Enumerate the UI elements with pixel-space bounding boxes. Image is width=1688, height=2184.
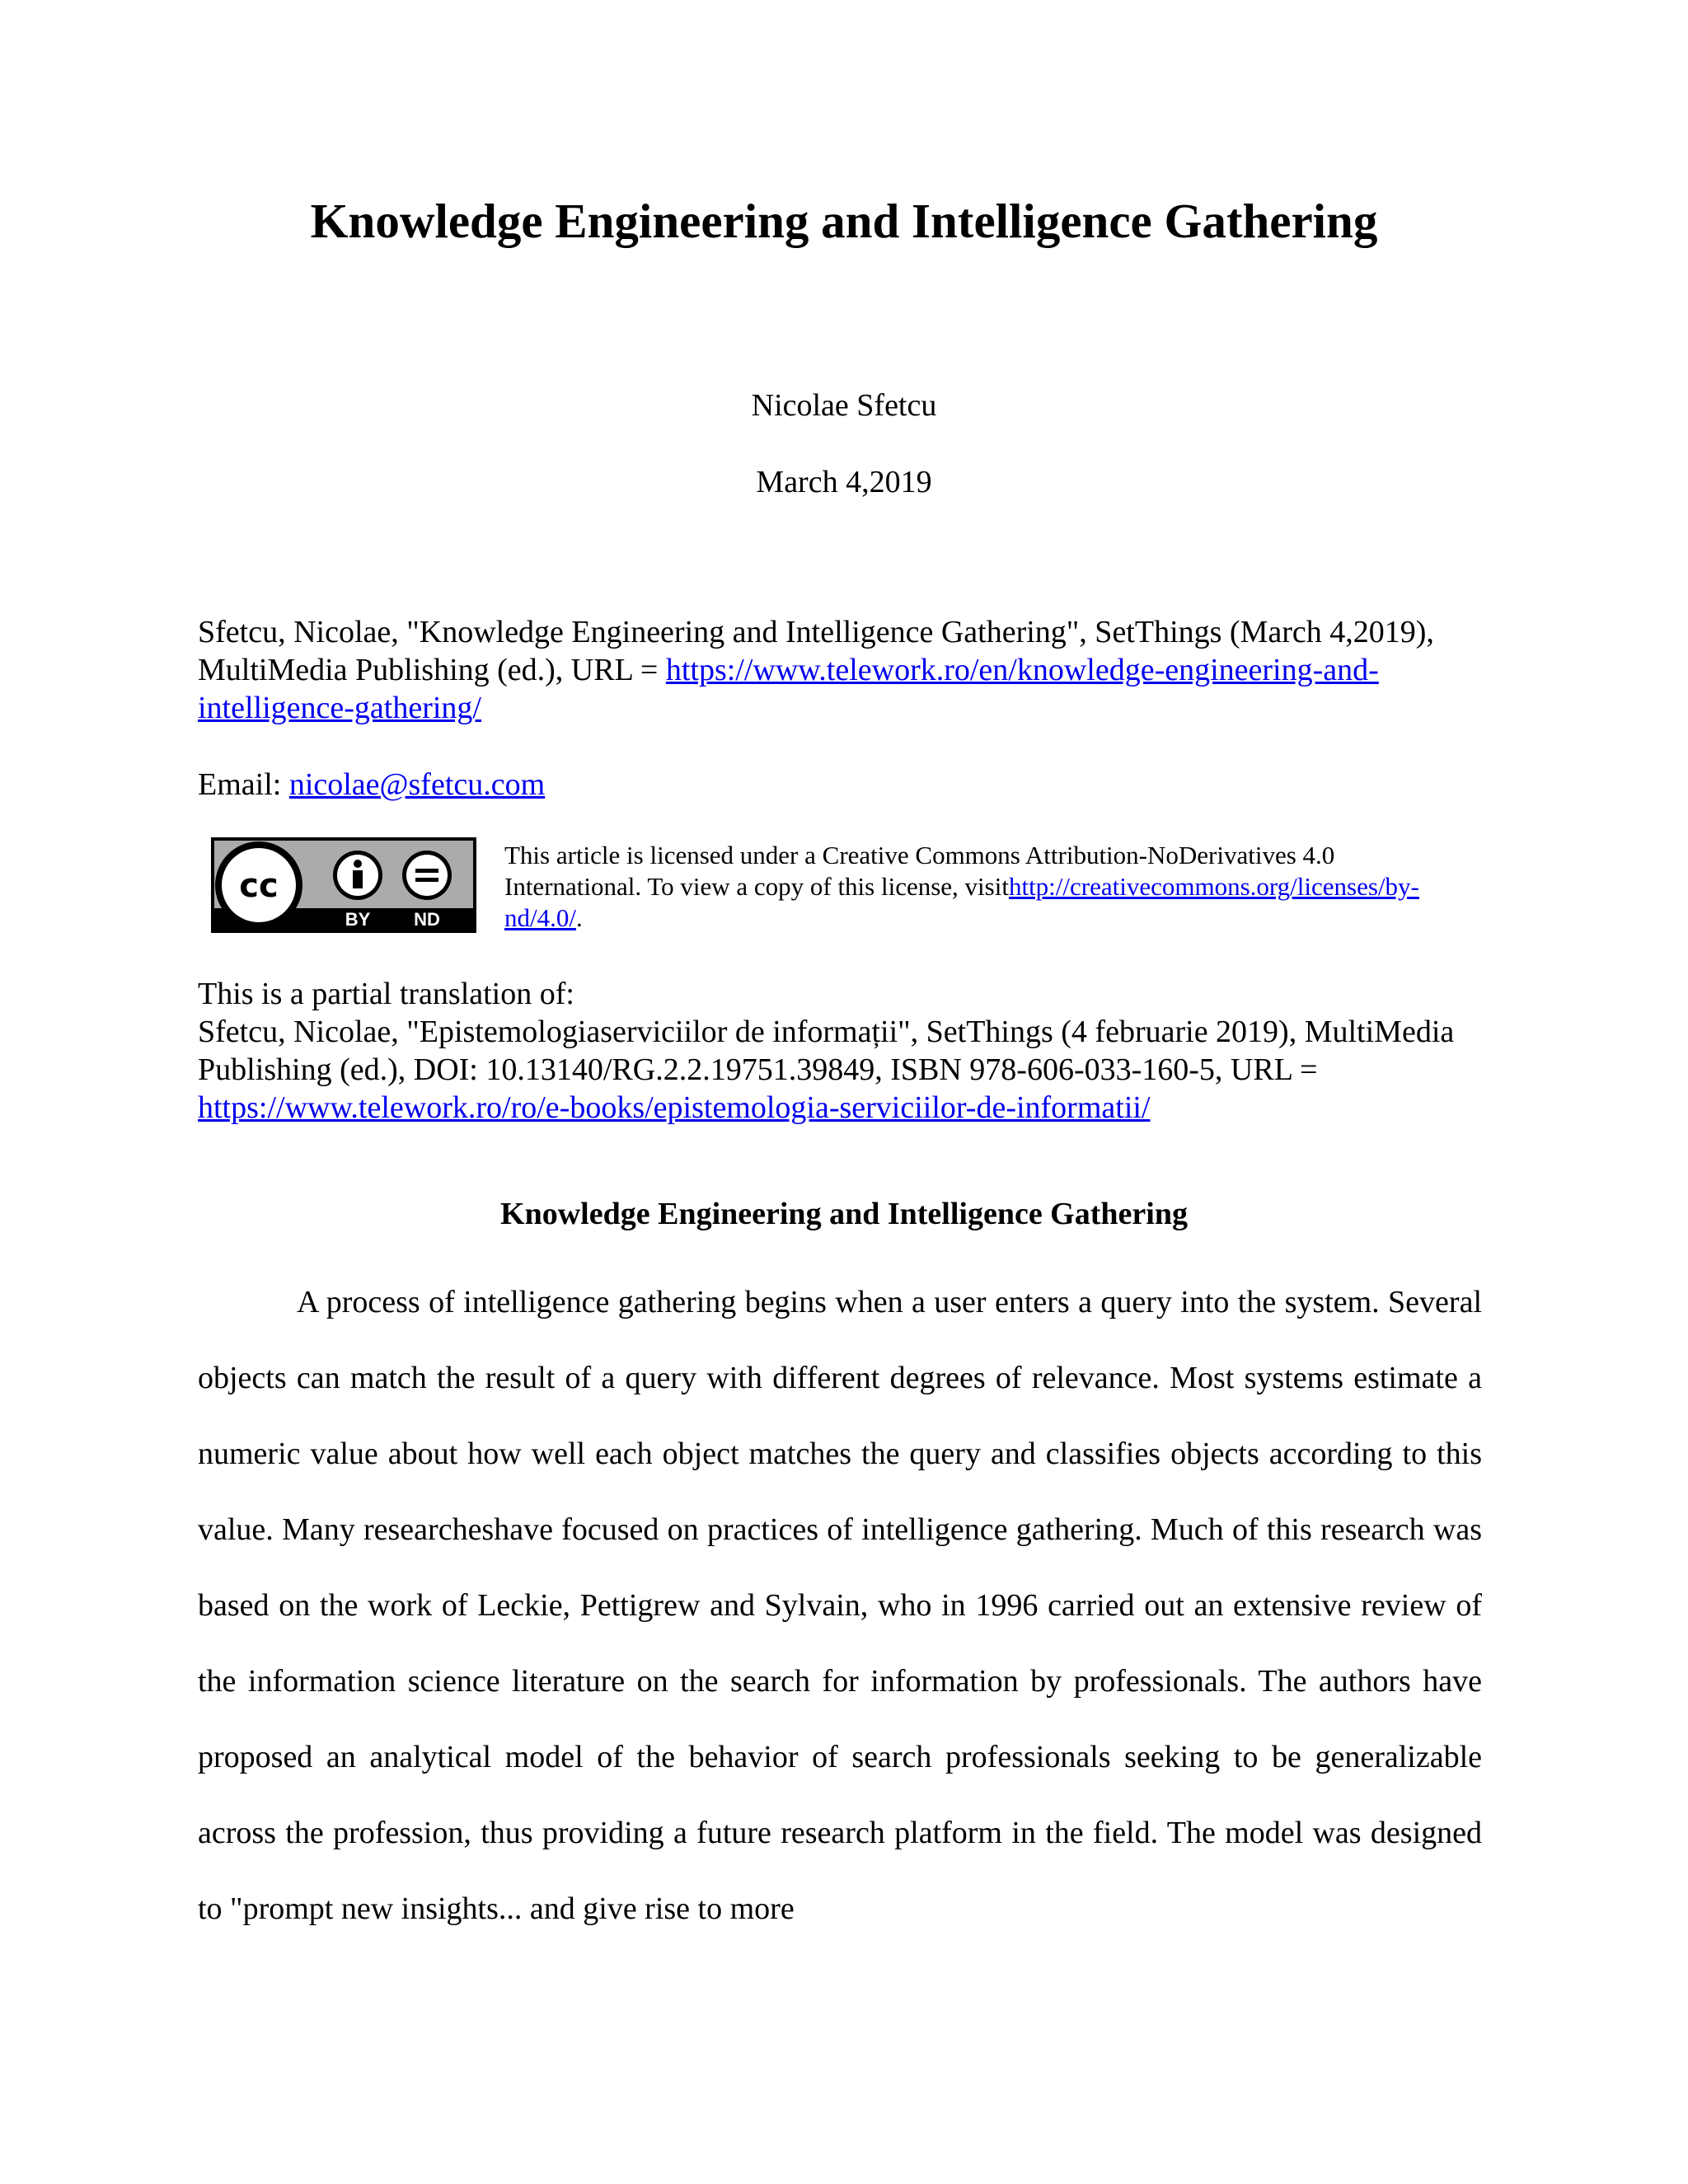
section-heading: Knowledge Engineering and Intelligence Gathering (500, 1197, 1188, 1231)
email-link[interactable]: nicolae@sfetcu.com (288, 767, 546, 802)
license-end: . (575, 903, 583, 932)
publication-date: March 4,2019 (756, 465, 932, 499)
license-notice (504, 840, 1452, 934)
translation-note (198, 975, 1533, 1127)
svg-text:cc: cc (239, 867, 279, 905)
badge-nd-label: ND (414, 909, 440, 930)
citation-link[interactable]: https://www.telework.ro/en/knowledge-engineering-and-intelligence-gathering/ (198, 653, 1379, 725)
license-text: This article is licensed under a Creative Commons Attribution-NoDerivatives 4.0 International. To view a copy of this license, visit (504, 841, 1335, 901)
badge-by-label: BY (345, 909, 371, 930)
translation-intro: This is a partial translation of: (198, 977, 574, 1011)
email-line (198, 766, 545, 804)
no-derivatives-icon (402, 851, 452, 900)
translation-citation: Sfetcu, Nicolae, "Epistemologiaserviciilor de informații", SetThings (4 februarie 2019), MultiMedia Publishing (ed.), DOI: 10.13140/RG.2.2.19751.39849, ISBN 978-606-033-160-5, URL = (198, 1015, 1455, 1087)
email-label: Email: (198, 767, 289, 802)
document-title: Knowledge Engineering and Intelligence Gathering (310, 194, 1378, 248)
author-name: Nicolae Sfetcu (751, 388, 937, 423)
license-link[interactable]: http://creativecommons.org/licenses/by-nd/4.0/ (504, 872, 1419, 932)
cc-icon (215, 841, 302, 929)
translation-link[interactable]: https://www.telework.ro/ro/e-books/epistemologia-serviciilor-de-informatii/ (198, 1090, 1151, 1125)
citation-paragraph (198, 613, 1484, 727)
cc-by-nd-license-badge[interactable] (211, 837, 476, 933)
attribution-icon (333, 851, 382, 900)
body-paragraph: A process of intelligence gathering begins when a user enters a query into the system. Several objects can match the result of a query with different degrees of relevance. Most systems estimate a numeric value about how well each object matches the query and classifies objects according to this value. Many researcheshave focused on practices of intelligence gathering. Much of this research was based on the work of Leckie, Pettigrew and Sylvain, who in 1996 carried out an extensive review of the information science literature on the search for information by professionals. The authors have proposed an analytical model of the behavior of search professionals seeking to be generalizable across the profession, thus providing a future research platform in the field. The model was designed to "prompt new insights... and give rise to more (198, 1285, 1482, 1926)
citation-text: Sfetcu, Nicolae, "Knowledge Engineering and Intelligence Gathering", SetThings (March 4,2019), MultiMedia Publishing (ed.), URL = (198, 615, 1434, 687)
